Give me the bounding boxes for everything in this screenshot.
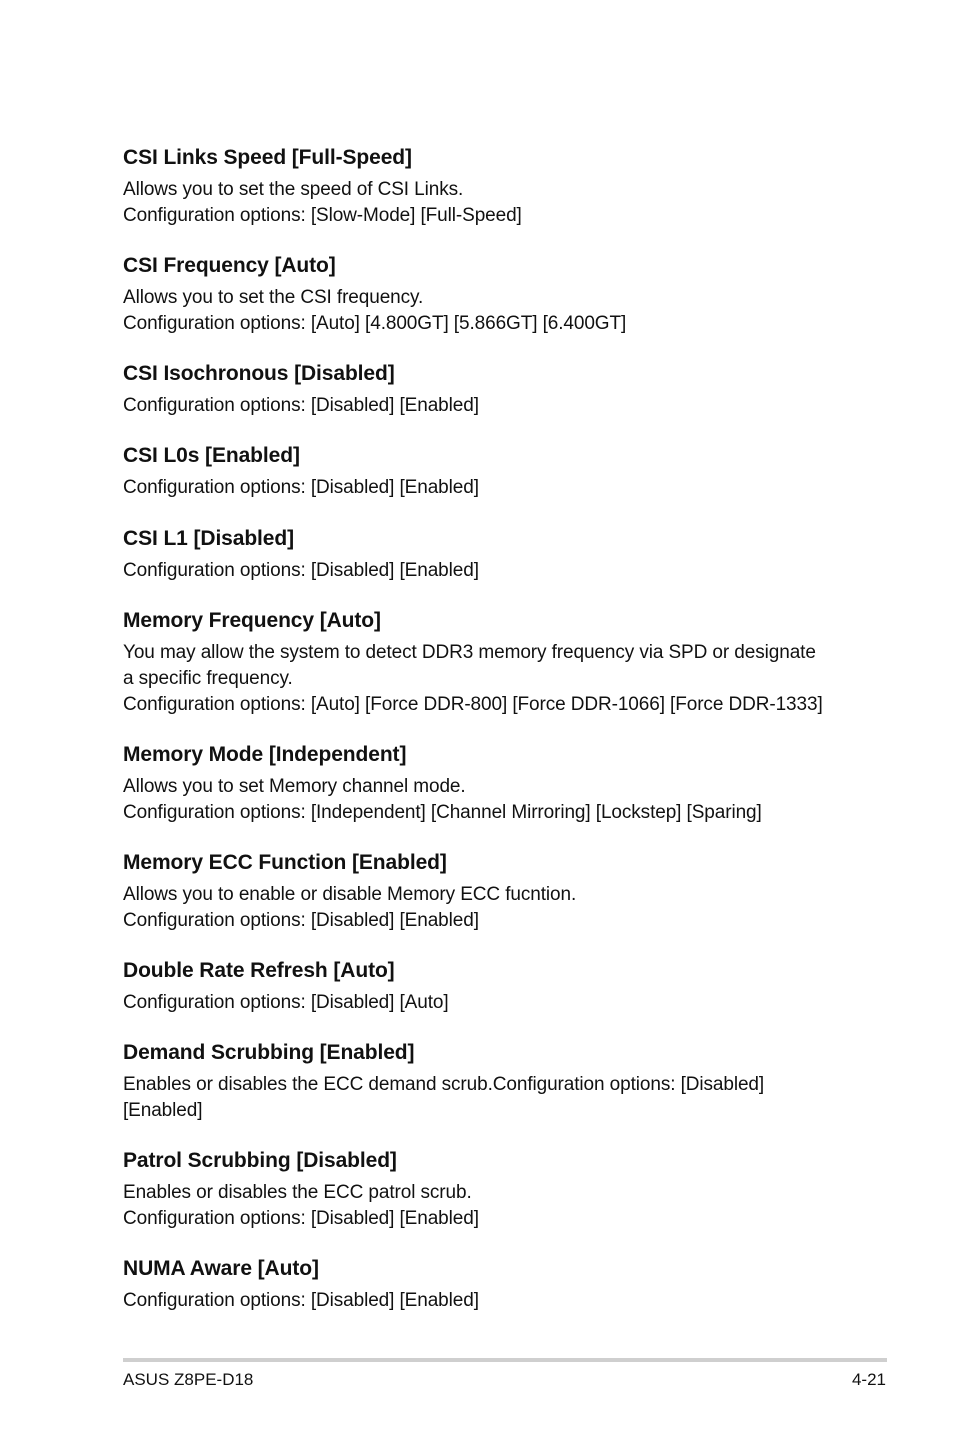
config-options-line: Configuration options: [Disabled] [Enabled] [123,1208,479,1229]
section-description [123,1072,853,1124]
section-heading: CSI Isochronous [Disabled] [123,362,395,385]
section-heading: Memory ECC Function [Enabled] [123,851,447,874]
section-heading: Double Rate Refresh [Auto] [123,959,395,982]
section-description [123,475,853,501]
section-csi-l1 [123,526,853,584]
description-line: Allows you to set Memory channel mode. [123,776,466,797]
config-options-line: Configuration options: [Disabled] [Auto] [123,992,449,1013]
section-heading: Patrol Scrubbing [Disabled] [123,1149,397,1172]
footer-divider [123,1358,887,1362]
section-memory-mode [123,742,853,826]
config-options-line: Configuration options: [Independent] [Channel Mirroring] [Lockstep] [Sparing] [123,802,762,823]
description-line: a specific frequency. [123,668,293,689]
config-options-line: Configuration options: [Auto] [Force DDR-800] [Force DDR-1066] [Force DDR-1333] [123,694,823,715]
footer-page-number: 4-21 [851,1370,886,1389]
config-options-line: Configuration options: [Disabled] [Enabled] [123,910,479,931]
section-heading: CSI L1 [Disabled] [123,527,294,550]
description-line: Allows you to set the speed of CSI Links. [123,179,464,200]
footer-product-name: ASUS Z8PE-D18 [123,1370,254,1389]
description-line: Enables or disables the ECC patrol scrub. [123,1182,472,1203]
section-memory-frequency [123,608,853,718]
description-line: Allows you to enable or disable Memory ECC fucntion. [123,884,577,905]
config-options-line: Configuration options: [Disabled] [Enabled] [123,395,479,416]
section-description [123,882,853,934]
section-description [123,1288,853,1314]
description-line: Enables or disables the ECC demand scrub.Configuration options: [Disabled] [123,1074,765,1095]
config-options-line: Configuration options: [Disabled] [Enabled] [123,1290,479,1311]
section-heading: Memory Frequency [Auto] [123,609,381,632]
description-line: You may allow the system to detect DDR3 memory frequency via SPD or designate [123,642,816,663]
section-description [123,640,853,718]
description-line: [Enabled] [123,1100,203,1121]
config-options-line: Configuration options: [Disabled] [Enabled] [123,560,479,581]
section-double-rate-refresh [123,958,853,1016]
section-heading: CSI Links Speed [Full-Speed] [123,146,412,169]
section-numa-aware [123,1256,853,1314]
section-description [123,177,853,229]
section-description [123,1180,853,1232]
section-heading: CSI Frequency [Auto] [123,254,336,277]
section-description [123,558,853,584]
config-options-line: Configuration options: [Auto] [4.800GT] [5.866GT] [6.400GT] [123,313,627,334]
section-heading: Demand Scrubbing [Enabled] [123,1041,415,1064]
section-csi-frequency [123,253,853,337]
section-demand-scrubbing [123,1040,853,1124]
config-options-line: Configuration options: [Slow-Mode] [Full-Speed] [123,205,522,226]
section-heading: Memory Mode [Independent] [123,743,407,766]
section-csi-links-speed [123,145,853,229]
section-description [123,990,853,1016]
section-csi-l0s [123,443,853,501]
description-line: Allows you to set the CSI frequency. [123,287,424,308]
section-heading: CSI L0s [Enabled] [123,444,300,467]
section-csi-isochronous [123,361,853,419]
section-description [123,774,853,826]
section-description [123,393,853,419]
section-heading: NUMA Aware [Auto] [123,1257,319,1280]
config-options-line: Configuration options: [Disabled] [Enabled] [123,477,479,498]
section-description [123,285,853,337]
section-patrol-scrubbing [123,1148,853,1232]
section-memory-ecc-function [123,850,853,934]
